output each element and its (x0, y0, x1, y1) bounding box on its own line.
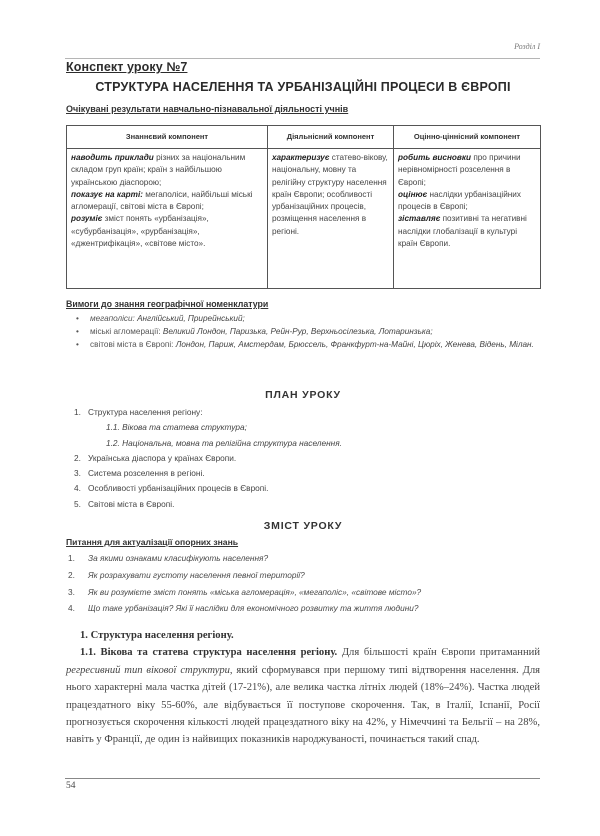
keyword: показує на карті: (71, 189, 143, 199)
list-item (66, 405, 540, 420)
item-text: За якими ознаками класифікують населення? (88, 553, 269, 563)
item-number: 3. (74, 468, 81, 479)
cell-text: різних за національним складом груп країн; країн з найбільшою українською діаспорою; (71, 153, 246, 187)
item-text: Як ви розумієте зміст понять «міська агломерація», «мегаполіс», «світове місто»? (88, 586, 422, 597)
questions-heading: Питання для актуалізації опорних знань (66, 537, 239, 547)
paragraph-text: , який сформувався при першому типі відтворення населення. Для нього характерні мала частка дітей (17-21%), але велика частка літніх людей (18%–24%). Частка людей працездатного віку 55-60%, але відбувається її поступове скорочення. Так, в Італії, Іспанії, Росії прогнозується скорочення кількості людей працездатного віку на 42%, у Німеччині та Бельгії – на 28%, навіть у Франції, де один із найвищих показників народжуваності, починається такий спад. (66, 664, 540, 746)
list-item (66, 600, 540, 617)
item-text: Особливості урбанізаційних процесів в Європі. (88, 483, 269, 494)
list-item (66, 312, 540, 325)
content-title: ЗМІСТ УРОКУ (263, 520, 343, 532)
list-item (66, 584, 540, 601)
plan-list (66, 405, 540, 512)
item-label: мегаполіси: (90, 314, 138, 323)
item-names: Великий Лондон, Паризька, Рейн-Рур, Верхньосілезька, Лотаринзька; (162, 327, 433, 337)
item-number: 4. (74, 483, 81, 494)
paragraph-text: Для більшості країн Європи притаманний (337, 647, 540, 659)
page-number: 54 (66, 781, 76, 791)
cell-values (394, 149, 541, 289)
item-text: 1.2. Національна, мовна та релігійна структура населення. (106, 437, 342, 448)
item-text: 1.1. Вікова та статева структура; (106, 422, 247, 433)
keyword: наводить приклади (71, 153, 154, 162)
item-number: 4. (68, 603, 75, 614)
item-text: Що таке урбанізація? Які її наслідки для економічного розвитку та життя людини? (88, 603, 419, 614)
questions-list (66, 550, 540, 617)
cell-text: мегаполіси, найбільші міські агломерації, світові міста в Європі; (71, 189, 253, 212)
item-names: Лондон, Париж, Амстердам, Брюссель, Франкфурт-на-Майні, Цюріх, Женева, Відень, Мілан. (175, 340, 534, 350)
outcomes-heading: Очікувані результати навчально-пізнавальної діяльності учнів (66, 104, 349, 114)
item-names: Англійський, Прирейнський; (137, 314, 245, 323)
item-text: Як розрахувати густоту населення певної території? (88, 569, 305, 580)
nomenclature-list (66, 312, 540, 352)
item-text: Структура населення регіону: (88, 407, 203, 417)
keyword: оцінює (398, 189, 428, 199)
cell-text: статево-вікову, національну, мовну та релігійну структуру населення країн Європи; особливості урбанізаційних процесів, розміщення населення в регіоні. (272, 153, 388, 236)
cell-text: позитивні та негативні наслідки глобалізації в культурі країн Європи. (398, 214, 527, 249)
column-header-knowledge: Знаннєвий компонент (67, 126, 268, 149)
keyword: розуміє (71, 214, 103, 224)
cell-activity (268, 149, 394, 289)
section-heading: 1. Структура населення регіону. (80, 630, 234, 641)
table-row (67, 149, 541, 289)
item-number: 1. (68, 553, 75, 563)
footer-rule (65, 778, 540, 779)
list-item (66, 466, 540, 481)
item-number: 2. (68, 569, 75, 580)
item-text: Світові міста в Європі. (88, 498, 175, 509)
keyword: характеризує (272, 153, 330, 162)
lesson-number: Конспект уроку №7 (66, 60, 188, 74)
cell-knowledge (67, 149, 268, 289)
list-item (66, 481, 540, 496)
body-text (66, 627, 540, 749)
keyword: зіставляє (398, 214, 441, 224)
list-item (66, 420, 540, 435)
running-head (65, 42, 540, 59)
cell-text: про причини нерівномірності розселення в Європі; (398, 153, 521, 187)
item-number: 2. (74, 452, 81, 463)
item-label: світові міста в Європі: (90, 340, 176, 350)
subsection-heading: 1.1. Вікова та статева структура населення регіону. (80, 647, 338, 659)
keyword: робить висновки (398, 153, 472, 162)
cell-text: зміст понять «урбанізація», «субурбанізація», «рурбанізація», «джентрифікація», «світове місто». (71, 214, 209, 249)
item-label: міські агломерації: (90, 327, 163, 337)
table-header-row (67, 126, 541, 149)
outcomes-table (66, 125, 541, 289)
list-item (66, 497, 540, 512)
item-number: 5. (74, 498, 81, 509)
item-text: Українська діаспора у країнах Європи. (88, 452, 237, 463)
paragraph (66, 644, 540, 748)
list-item (66, 451, 540, 466)
nomenclature-heading: Вимоги до знання географічної номенклатури (66, 299, 269, 309)
running-head-label: Розділ I (510, 42, 540, 51)
column-header-values: Оцінно-ціннісний компонент (394, 126, 541, 149)
list-item (66, 325, 540, 338)
item-text: Система розселення в регіоні. (88, 468, 205, 479)
list-item (66, 436, 540, 451)
item-number: 3. (68, 586, 75, 597)
page-title: СТРУКТУРА НАСЕЛЕННЯ ТА УРБАНІЗАЦІЙНІ ПРОЦЕСИ В ЄВРОПІ (95, 80, 511, 94)
plan-title: ПЛАН УРОКУ (265, 389, 341, 401)
cell-text: наслідки урбанізаційних процесів в Європі; (398, 189, 521, 212)
list-item (66, 550, 540, 567)
column-header-activity: Діяльнісний компонент (268, 126, 394, 149)
list-item (66, 338, 540, 351)
item-number: 1. (74, 407, 81, 417)
paragraph-emphasis: регресивний тип вікової структури (66, 664, 230, 676)
list-item (66, 567, 540, 584)
